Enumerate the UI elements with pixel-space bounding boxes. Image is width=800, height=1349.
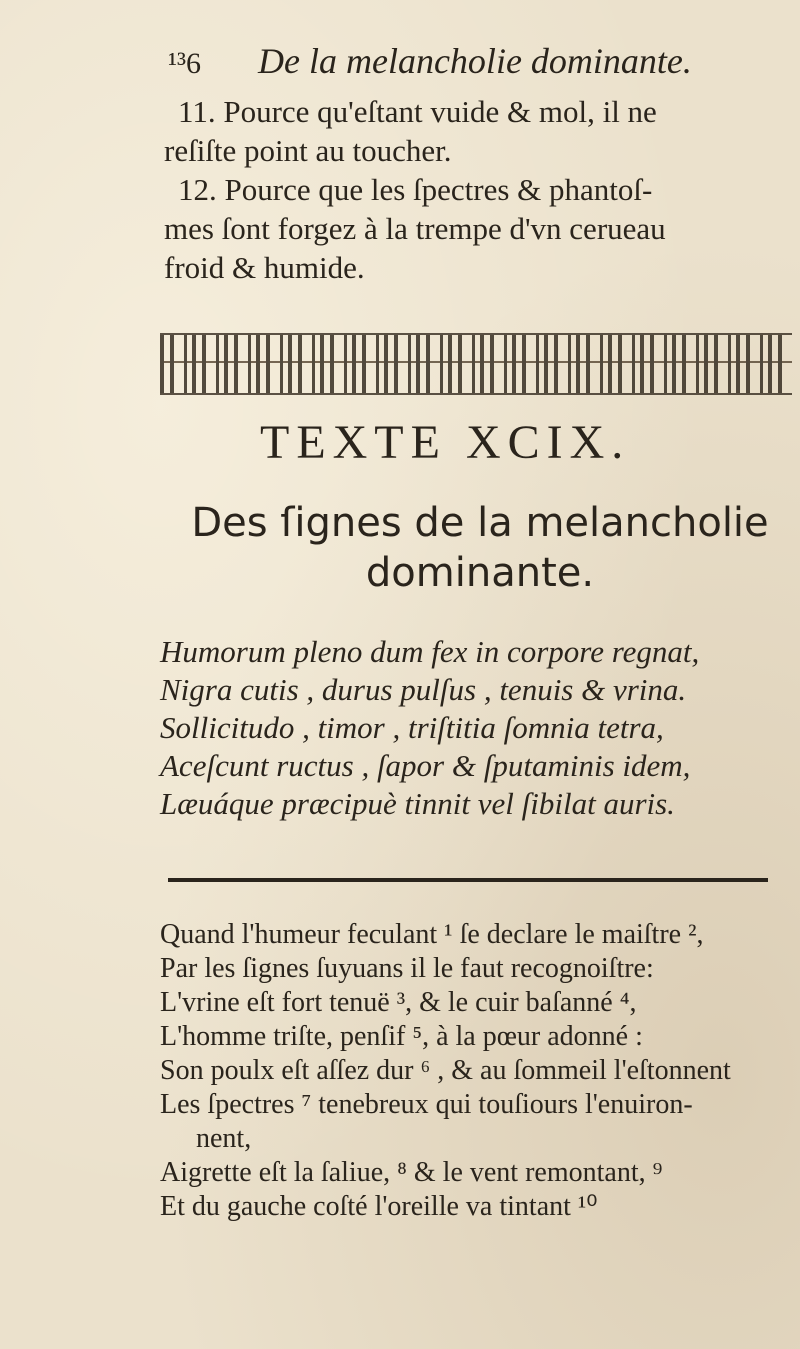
latin-line: Nigra cutis , durus pulſus , tenuis & vrina. <box>160 672 687 707</box>
latin-verse <box>160 633 796 823</box>
latin-line: Sollicitudo , timor , triſtitia ſomnia tetra, <box>160 710 664 745</box>
running-header <box>168 40 768 90</box>
prose-line: mes ſont forgez à la trempe d'vn cerueau <box>164 211 666 246</box>
prose-line: 12. Pource que les ſpectres & phantoſ- <box>178 172 653 207</box>
verse-line: Et du gauche coſté l'oreille va tintant ¹⁰ <box>160 1191 598 1222</box>
section-subtitle <box>180 498 780 598</box>
latin-line: Aceſcunt ructus , ſapor & ſputaminis idem, <box>160 748 691 783</box>
prose-line: froid & humide. <box>164 250 365 285</box>
subtitle-line: dominante. <box>365 550 595 596</box>
page-number: ¹³6 <box>168 47 201 80</box>
latin-line: Læuáque præcipuè tinnit vel ſibilat auris. <box>160 786 675 821</box>
verse-line: Par les ſignes ſuyuans il le faut recognoiſtre: <box>160 953 654 984</box>
verse-line: L'homme triſte, penſif ⁵, à la pœur adonné : <box>160 1021 643 1052</box>
verse-line: L'vrine eſt fort tenuë ³, & le cuir baſanné ⁴, <box>160 987 637 1018</box>
decorative-ornament-band <box>160 333 792 395</box>
verse-line: Les ſpectres ⁷ tenebreux qui touſiours l'enuiron- <box>160 1089 693 1120</box>
latin-line: Humorum pleno dum fex in corpore regnat, <box>160 634 700 669</box>
running-title: De la melancholie dominante. <box>258 41 692 81</box>
verse-line: Quand l'humeur feculant ¹ ſe declare le maiſtre ², <box>160 919 704 950</box>
french-verse <box>160 918 800 1224</box>
verse-line: Son poulx eſt aſſez dur ⁶ , & au ſommeil l'eſtonnent <box>160 1055 731 1086</box>
verse-line: nent, <box>196 1123 252 1154</box>
horizontal-rule <box>168 878 768 882</box>
prose-line: 11. Pource qu'eſtant vuide & mol, il ne <box>178 94 657 129</box>
verse-line: Aigrette eſt la ſaliue, ⁸ & le vent remontant, ⁹ <box>160 1157 663 1188</box>
subtitle-line: Des ſignes de la melancholie <box>191 500 769 546</box>
text-heading: TEXTE XCIX. <box>260 416 631 469</box>
prose-line: reſiſte point au toucher. <box>164 133 452 168</box>
prose-block <box>164 92 794 287</box>
